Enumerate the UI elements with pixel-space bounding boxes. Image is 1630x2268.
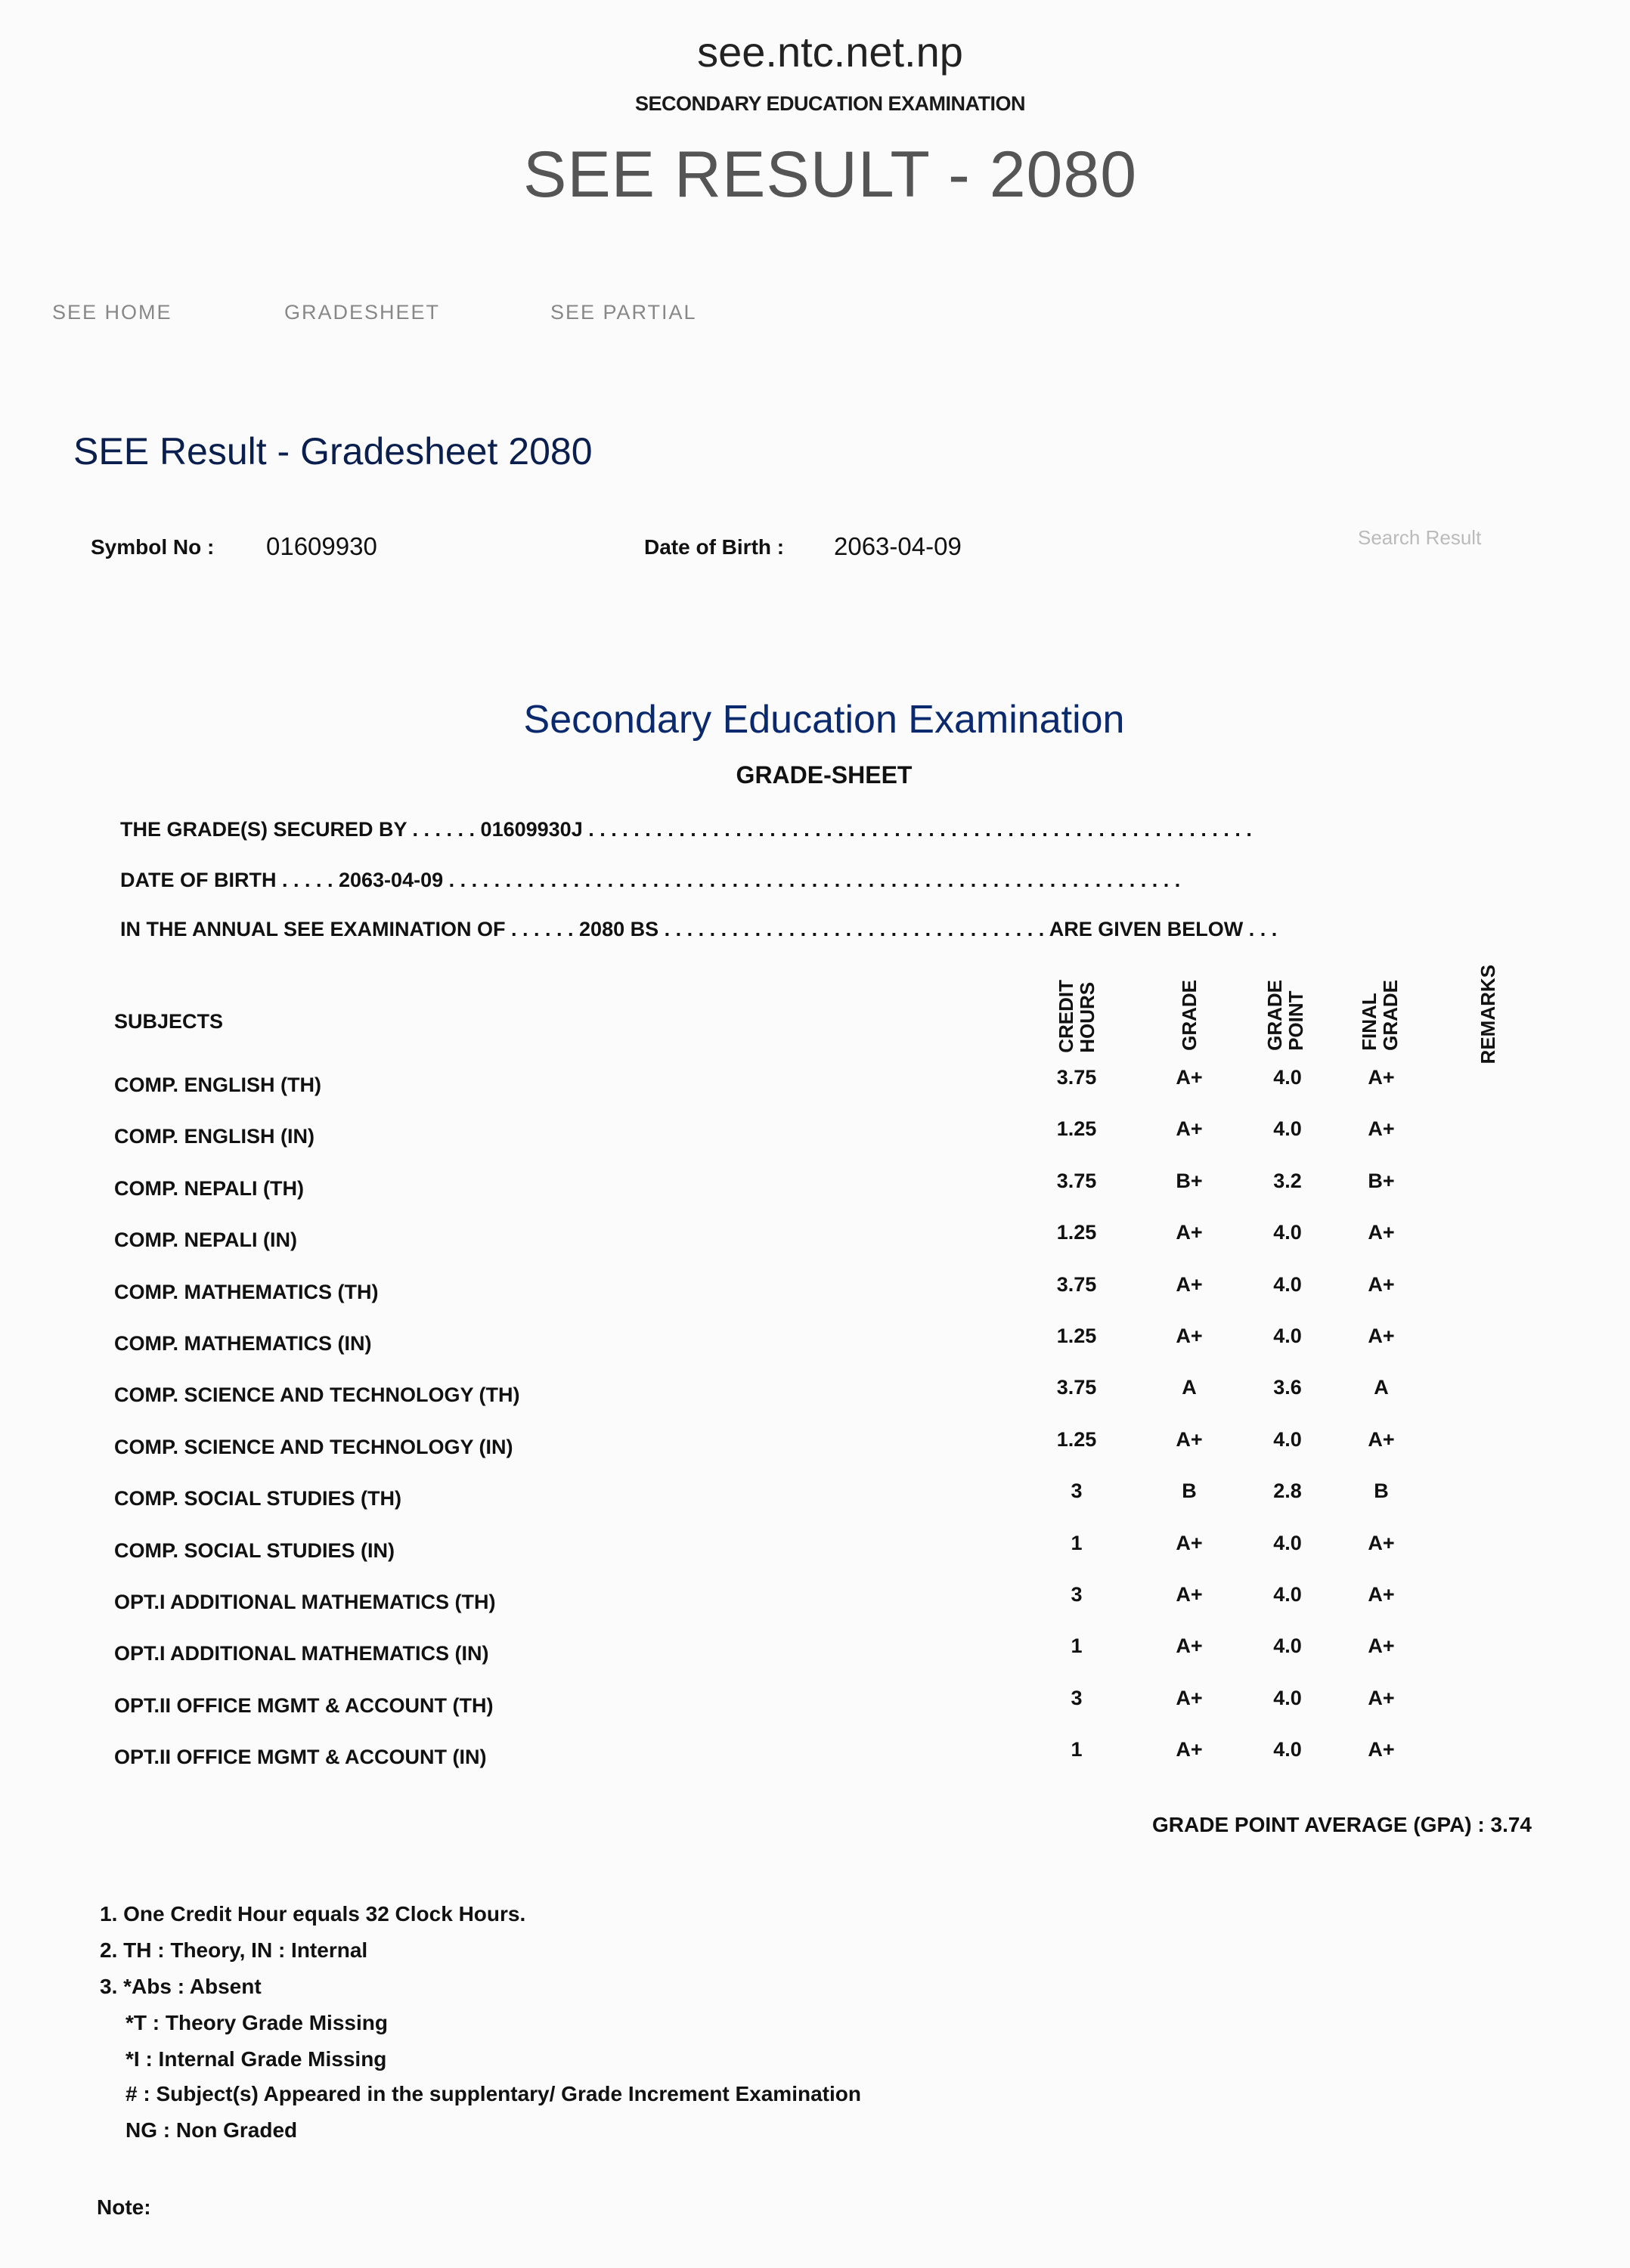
cell-point: 3.2 <box>1273 1169 1302 1192</box>
cell-point: 4.0 <box>1273 1066 1302 1089</box>
cell-final: A+ <box>1368 1325 1395 1347</box>
page-title: SEE Result - Gradesheet 2080 <box>73 430 593 472</box>
cell-point: 4.0 <box>1273 1272 1302 1296</box>
subject-name: COMP. MATHEMATICS (TH) <box>114 1280 379 1303</box>
cell-grade: A+ <box>1176 1634 1203 1658</box>
cell-point: 4.0 <box>1273 1531 1302 1554</box>
subject-name: COMP. NEPALI (TH) <box>114 1176 305 1200</box>
cell-point: 2.8 <box>1273 1479 1302 1503</box>
col-grade-point: GRADE POINT <box>1263 980 1307 1051</box>
symbol-label: Symbol No : <box>91 535 215 559</box>
subject-name: COMP. SOCIAL STUDIES (IN) <box>114 1538 395 1562</box>
cell-credit: 1.25 <box>1056 1221 1097 1244</box>
exam-line: IN THE ANNUAL SEE EXAMINATION OF . . . . . . 2080 BS . . . . . . . . . . . . . . . . . . . . . . . . . . . . . . . . . . ARE GIVEN BELOW . . . <box>120 918 1278 940</box>
cell-grade: B+ <box>1176 1169 1203 1192</box>
cell-grade: A+ <box>1176 1117 1203 1141</box>
subject-name: OPT.II OFFICE MGMT & ACCOUNT (IN) <box>114 1746 487 1769</box>
cell-credit: 1 <box>1071 1634 1083 1658</box>
note-item: 2. TH : Theory, IN : Internal <box>100 1938 368 1962</box>
cell-credit: 1 <box>1071 1738 1083 1761</box>
gpa: GRADE POINT AVERAGE (GPA) : 3.74 <box>1152 1813 1532 1836</box>
cell-credit: 1 <box>1071 1531 1083 1554</box>
col-remarks: REMARKS <box>1477 965 1499 1064</box>
cell-credit: 3.75 <box>1056 1066 1097 1089</box>
cell-grade: A+ <box>1176 1066 1203 1089</box>
cell-point: 4.0 <box>1273 1427 1302 1451</box>
subject-name: COMP. SCIENCE AND TECHNOLOGY (IN) <box>114 1435 513 1458</box>
col-subjects: SUBJECTS <box>114 1010 224 1033</box>
cell-point: 3.6 <box>1273 1376 1302 1399</box>
subject-name: COMP. ENGLISH (IN) <box>114 1125 315 1148</box>
subject-name: COMP. ENGLISH (TH) <box>114 1074 322 1096</box>
note-item: *I : Internal Grade Missing <box>126 2047 387 2071</box>
cell-final: A+ <box>1368 1738 1395 1761</box>
cell-grade: A+ <box>1176 1325 1203 1347</box>
cell-point: 4.0 <box>1273 1738 1302 1761</box>
subject-name: OPT.II OFFICE MGMT & ACCOUNT (TH) <box>114 1693 494 1717</box>
secured-by-line: THE GRADE(S) SECURED BY . . . . . . 01609930J . . . . . . . . . . . . . . . . . . . . . . . . . . . . . . . . . . . . . . . . . . . . . . . . . . . . . . . . . . . <box>120 818 1252 841</box>
subject-name: COMP. SOCIAL STUDIES (TH) <box>114 1487 402 1510</box>
cell-credit: 1.25 <box>1056 1427 1097 1451</box>
note-label: Note: <box>97 2195 151 2219</box>
cell-final: B <box>1374 1479 1389 1503</box>
dob-line: DATE OF BIRTH . . . . . 2063-04-09 . . . . . . . . . . . . . . . . . . . . . . . . . . . . . . . . . . . . . . . . . . . . . . . . . . . . . . . . . . . . . . . . . <box>120 869 1181 891</box>
dob-label: Date of Birth : <box>644 535 785 559</box>
cell-grade: A+ <box>1176 1686 1203 1709</box>
cell-grade: A+ <box>1176 1221 1203 1244</box>
nav-gradesheet[interactable]: GRADESHEET <box>284 301 441 324</box>
subject-name: COMP. NEPALI (IN) <box>114 1228 298 1252</box>
cell-credit: 3.75 <box>1056 1376 1097 1399</box>
cell-final: A+ <box>1368 1221 1395 1244</box>
note-item: *T : Theory Grade Missing <box>126 2011 388 2034</box>
cell-final: A+ <box>1368 1427 1395 1451</box>
cell-point: 4.0 <box>1273 1117 1302 1141</box>
cell-grade: A+ <box>1176 1583 1203 1606</box>
cell-credit: 3 <box>1071 1479 1083 1503</box>
subject-name: COMP. SCIENCE AND TECHNOLOGY (TH) <box>114 1383 520 1407</box>
note-item: 1. One Credit Hour equals 32 Clock Hours. <box>100 1902 526 1926</box>
note-item: NG : Non Graded <box>126 2118 298 2142</box>
exam-name: SECONDARY EDUCATION EXAMINATION <box>634 92 1026 115</box>
note-item: # : Subject(s) Appeared in the supplentary/ Grade Increment Examination <box>126 2082 861 2105</box>
cell-final: A <box>1374 1376 1389 1399</box>
sheet-heading: Secondary Education Examination <box>523 698 1125 742</box>
cell-credit: 3 <box>1071 1686 1083 1709</box>
sheet-subheading: GRADE-SHEET <box>736 761 913 789</box>
subject-name: COMP. MATHEMATICS (IN) <box>114 1332 372 1355</box>
cell-point: 4.0 <box>1273 1325 1302 1347</box>
cell-credit: 1.25 <box>1056 1117 1097 1141</box>
cell-grade: A+ <box>1176 1738 1203 1761</box>
result-title: SEE RESULT - 2080 <box>522 138 1138 211</box>
cell-credit: 1.25 <box>1056 1325 1097 1347</box>
col-grade: GRADE <box>1178 980 1201 1051</box>
col-credit-hours: CREDIT HOURS <box>1055 980 1099 1053</box>
cell-credit: 3.75 <box>1056 1169 1097 1192</box>
symbol-input[interactable]: 01609930 <box>266 532 377 560</box>
subject-name: OPT.I ADDITIONAL MATHEMATICS (IN) <box>114 1642 489 1665</box>
cell-point: 4.0 <box>1273 1634 1302 1658</box>
cell-final: B+ <box>1368 1169 1395 1192</box>
cell-final: A+ <box>1368 1634 1395 1658</box>
cell-grade: A <box>1182 1376 1197 1399</box>
nav-see-home[interactable]: SEE HOME <box>52 301 172 324</box>
cell-point: 4.0 <box>1273 1221 1302 1244</box>
cell-grade: B <box>1182 1479 1197 1503</box>
site-domain: see.ntc.net.np <box>697 28 963 76</box>
cell-grade: A+ <box>1176 1427 1203 1451</box>
cell-grade: A+ <box>1176 1272 1203 1296</box>
subject-name: OPT.I ADDITIONAL MATHEMATICS (TH) <box>114 1591 496 1613</box>
col-final-grade: FINAL GRADE <box>1358 980 1402 1051</box>
cell-final: A+ <box>1368 1531 1395 1554</box>
cell-credit: 3 <box>1071 1583 1083 1606</box>
cell-final: A+ <box>1368 1686 1395 1709</box>
cell-final: A+ <box>1368 1117 1395 1141</box>
search-result-button[interactable]: Search Result <box>1358 526 1482 549</box>
note-item: 3. *Abs : Absent <box>100 1975 262 1998</box>
cell-point: 4.0 <box>1273 1583 1302 1606</box>
cell-grade: A+ <box>1176 1531 1203 1554</box>
cell-final: A+ <box>1368 1066 1395 1089</box>
dob-input[interactable]: 2063-04-09 <box>834 532 962 560</box>
nav-see-partial[interactable]: SEE PARTIAL <box>550 301 697 324</box>
cell-final: A+ <box>1368 1272 1395 1296</box>
cell-point: 4.0 <box>1273 1686 1302 1709</box>
cell-final: A+ <box>1368 1583 1395 1606</box>
cell-credit: 3.75 <box>1056 1272 1097 1296</box>
